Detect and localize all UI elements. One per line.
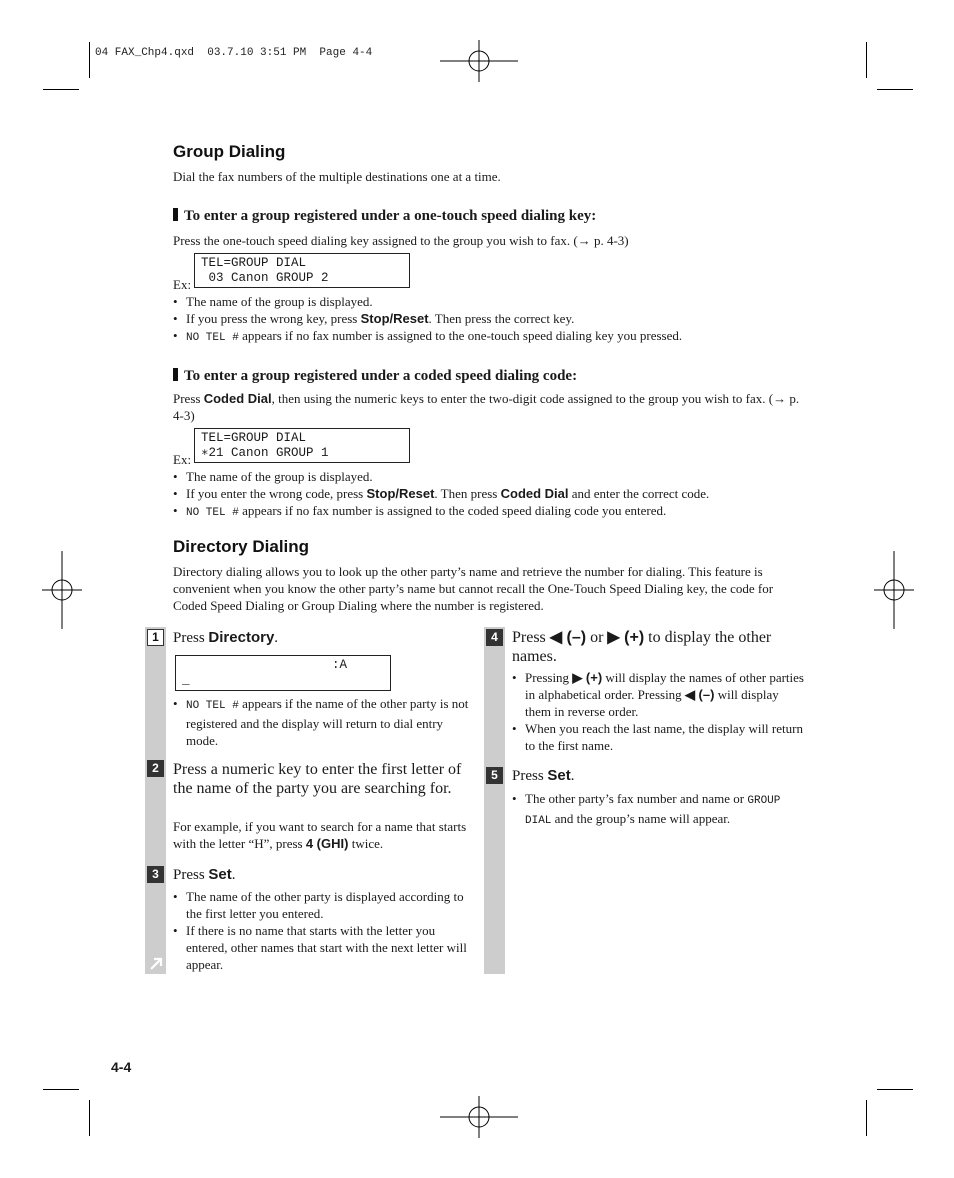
step-number-3: 3 — [147, 866, 164, 883]
step1-bullets — [173, 695, 471, 749]
directory-dialing-intro: Directory dialing allows you to look up the other party’s name and retrieve the number for dialing. This feature is convenient when you know the other party’s name but cannot recall the One-Touch Speed Dialing key, the code for Coded Speed Dialing or Group Dialing where the number is registered. — [173, 564, 774, 613]
example-label: Ex: — [173, 277, 192, 292]
step5-heading: Press Set. — [512, 767, 575, 784]
registration-mark-right — [874, 551, 914, 629]
page-number: 4-4 — [111, 1059, 132, 1075]
step-number-2: 2 — [147, 760, 164, 777]
coded-heading: To enter a group registered under a coded speed dialing code: — [173, 367, 577, 385]
lcd-display-onetouch: TEL=GROUP DIAL 03 Canon GROUP 2 — [194, 253, 410, 288]
step-number-4: 4 — [486, 629, 503, 646]
directory-dialing-title: Directory Dialing — [173, 537, 310, 556]
list-item: • The name of the group is displayed. — [173, 293, 793, 310]
list-item: • If there is no name that starts with the letter you entered, other names that start with the next letter will appear. — [173, 922, 475, 973]
list-item: • The other party’s fax number and name or GROUP DIAL and the group’s name will appear. — [512, 790, 808, 830]
onetouch-bullets — [173, 293, 793, 347]
step-number-5: 5 — [486, 767, 503, 784]
group-dialing-title: Group Dialing — [173, 142, 286, 161]
step2-heading: Press a numeric key to enter the first letter of the name of the party you are searching for. — [173, 761, 462, 797]
step3-heading: Press Set. — [173, 866, 236, 883]
group-dialing-intro: Dial the fax numbers of the multiple destinations one at a time. — [173, 169, 501, 184]
coded-bullets — [173, 468, 793, 522]
step2-text: For example, if you want to search for a name that starts with the letter “H”, press 4 (GHI) twice. — [173, 819, 467, 851]
coded-text: Press Coded Dial, then using the numeric keys to enter the two-digit code assigned to the group you wish to fax. (→ p. 4-3) — [173, 391, 800, 423]
registration-mark-bottom — [440, 1096, 518, 1138]
heading-marker-icon — [173, 368, 178, 381]
example-label: Ex: — [173, 452, 192, 467]
file-slug: 04 FAX_Chp4.qxd 03.7.10 3:51 PM Page 4-4 — [95, 47, 373, 59]
step-bar-right — [484, 627, 505, 974]
step3-bullets — [173, 888, 475, 973]
list-item: • NO TEL # appears if no fax number is assigned to the one-touch speed dialing key you pressed. — [173, 327, 793, 347]
lcd-display-coded: TEL=GROUP DIAL ∗21 Canon GROUP 1 — [194, 428, 410, 463]
lcd-display-directory: :A _ — [175, 655, 391, 691]
list-item: • Pressing ▶ (+) will display the names of other parties in alphabetical order. Pressing ◀ (–) will display them in reverse order. — [512, 669, 804, 720]
list-item: • When you reach the last name, the display will return to the first name. — [512, 720, 804, 754]
list-item: • If you press the wrong key, press Stop/Reset. Then press the correct key. — [173, 310, 793, 327]
list-item: • NO TEL # appears if the name of the other party is not registered and the display will return to dial entry mode. — [173, 695, 471, 749]
step-bar-left — [145, 627, 166, 974]
heading-marker-icon — [173, 208, 178, 221]
list-item: • The name of the group is displayed. — [173, 468, 793, 485]
step-number-1: 1 — [147, 629, 164, 646]
registration-mark-left — [42, 551, 82, 629]
step4-heading: Press ◀ (–) or ▶ (+) to display the other names. — [512, 629, 772, 665]
step5-bullets — [512, 790, 808, 830]
arrow-continue-icon — [146, 954, 166, 973]
onetouch-heading: To enter a group registered under a one-touch speed dialing key: — [173, 207, 596, 225]
step1-heading: Press Directory. — [173, 629, 279, 646]
onetouch-text: Press the one-touch speed dialing key assigned to the group you wish to fax. (→ p. 4-3) — [173, 233, 629, 248]
list-item: • The name of the other party is displayed according to the first letter you entered. — [173, 888, 475, 922]
step4-bullets — [512, 669, 804, 754]
registration-mark-top — [440, 40, 518, 82]
list-item: • NO TEL # appears if no fax number is assigned to the coded speed dialing code you entered. — [173, 502, 793, 522]
list-item: • If you enter the wrong code, press Stop/Reset. Then press Coded Dial and enter the correct code. — [173, 485, 793, 502]
